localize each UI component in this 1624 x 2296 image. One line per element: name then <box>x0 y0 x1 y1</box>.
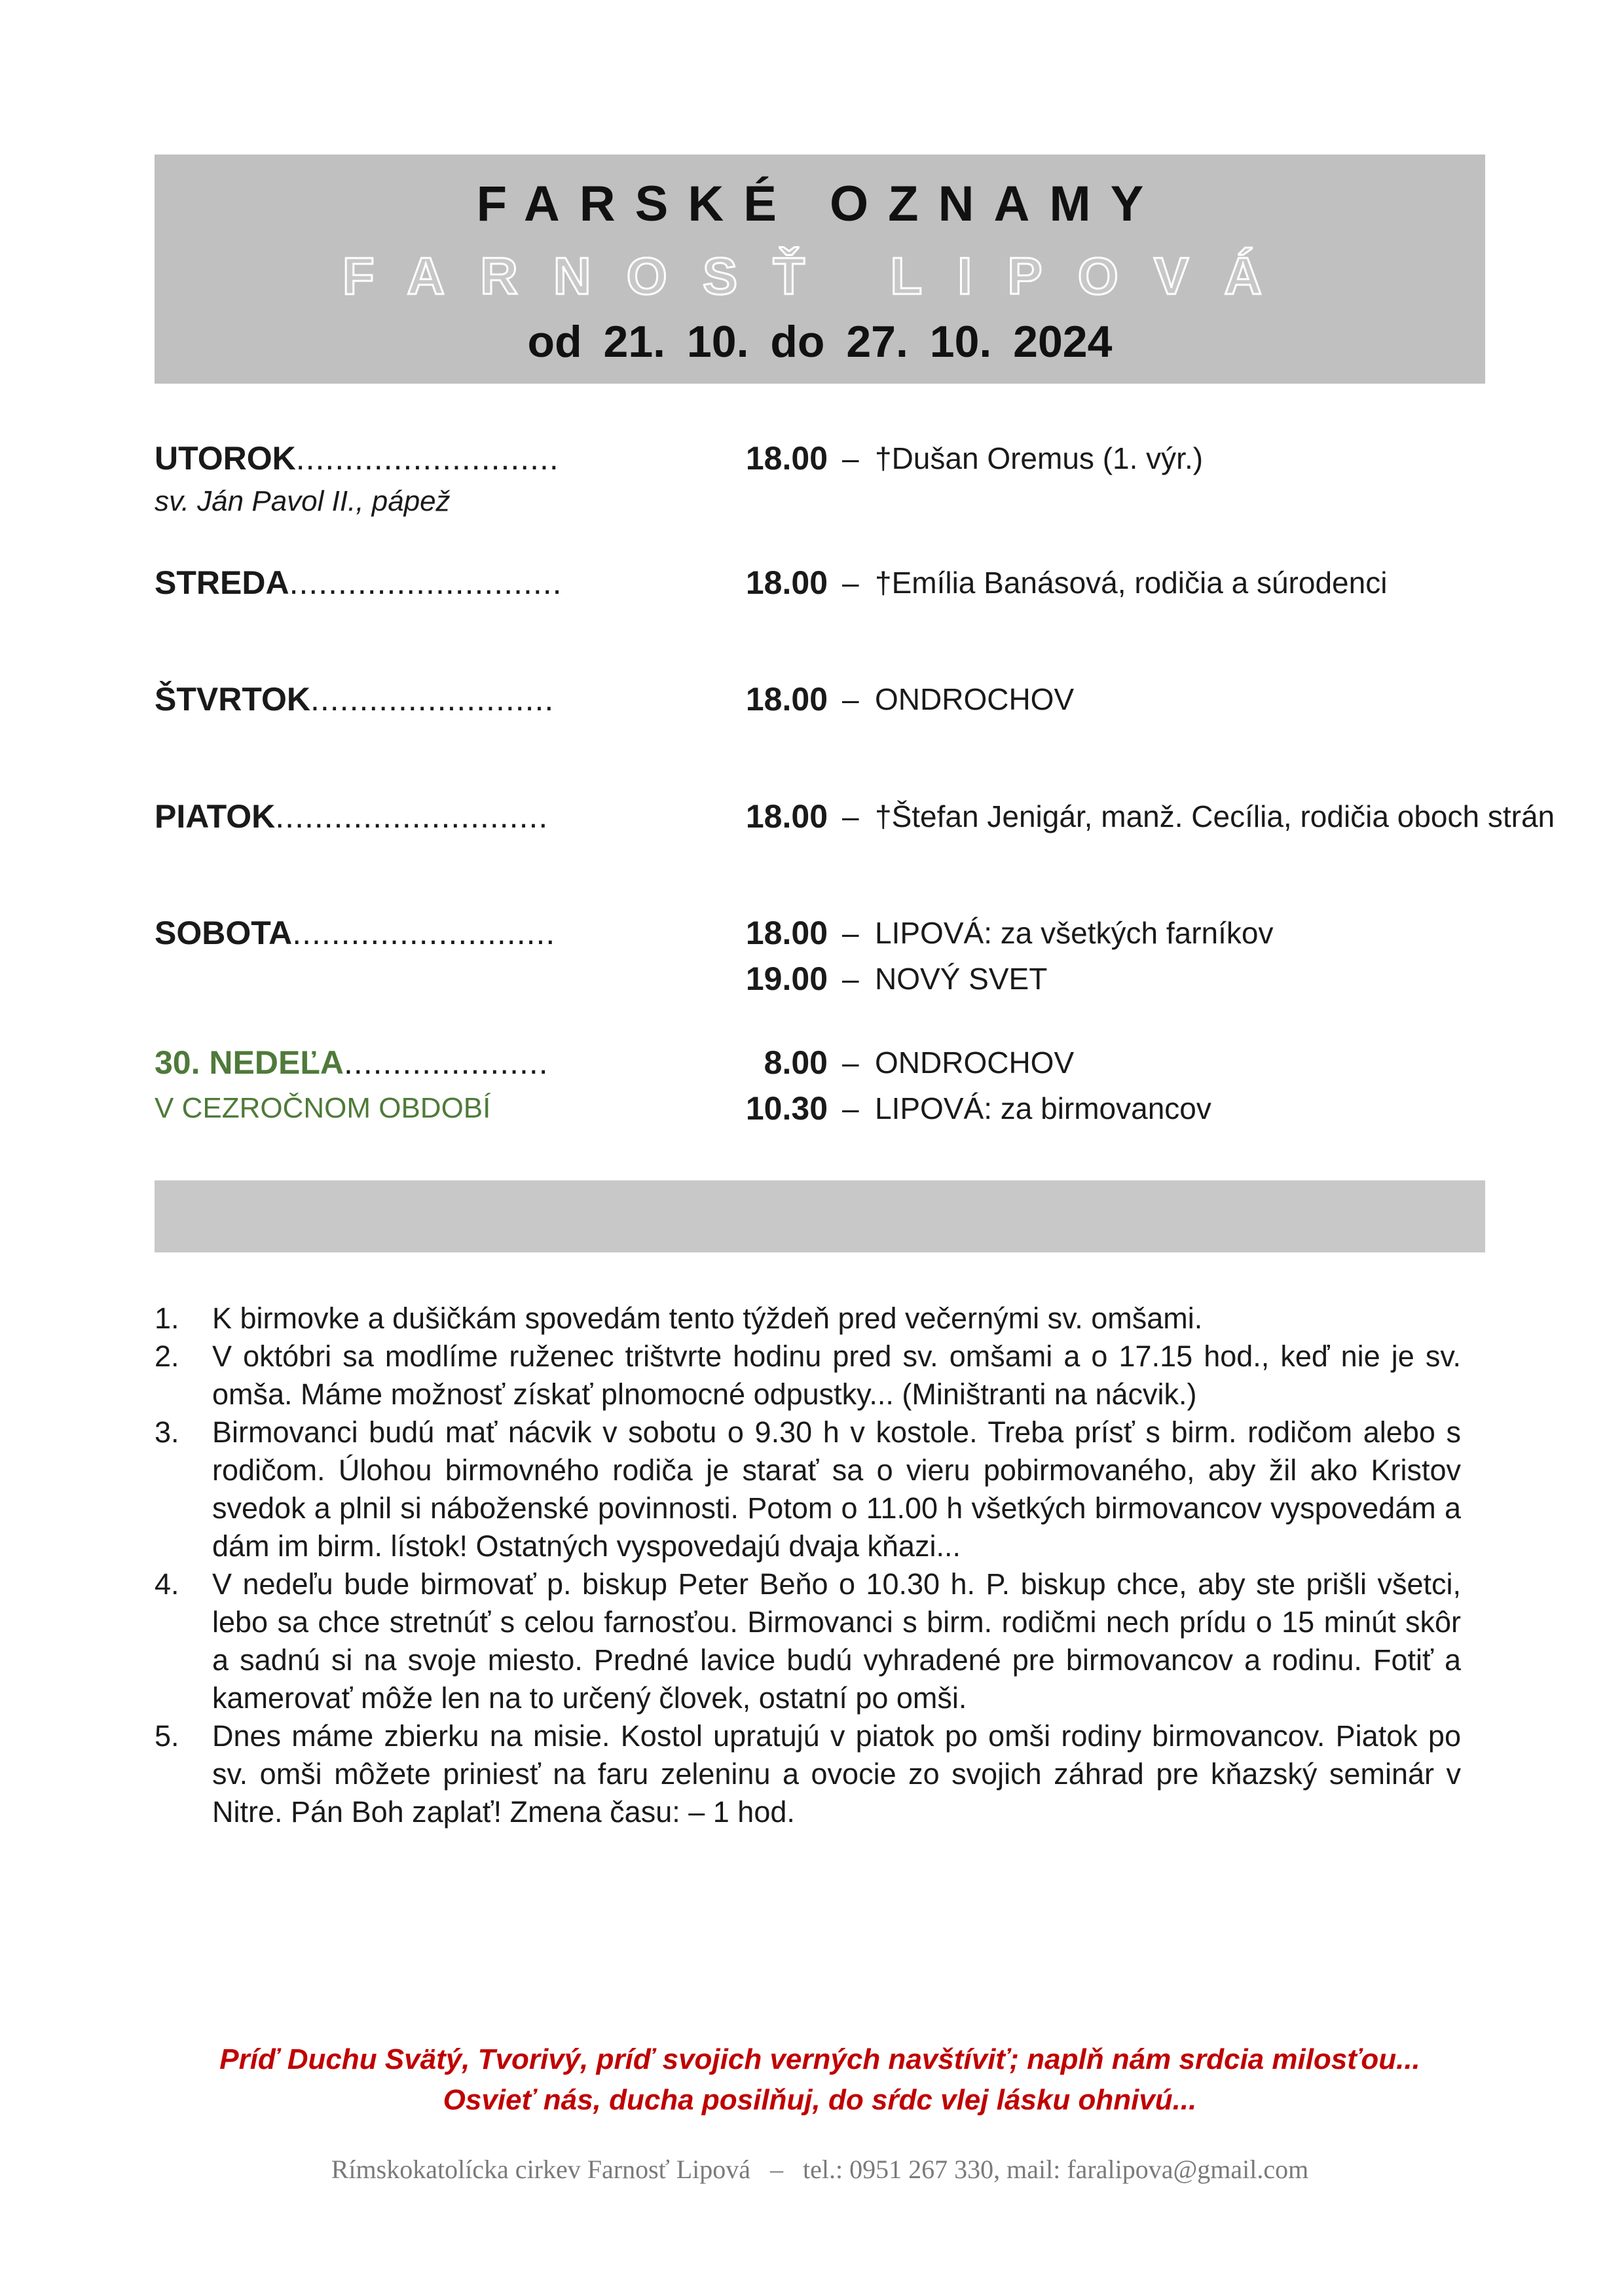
list-item <box>155 1565 1461 1717</box>
list-item <box>155 1413 1461 1565</box>
item-number: 4. <box>155 1567 179 1601</box>
schedule-row-sunday <box>155 1043 1490 1082</box>
mass-time: 8.00 <box>764 1044 828 1081</box>
item-number: 2. <box>155 1339 179 1373</box>
schedule-row-sunday-second <box>155 1089 1490 1128</box>
item-text: V októbri sa modlíme ruženec trištvrte hodinu pred sv. omšami a o 17.15 hod., keď nie je sv. omša. Máme možnosť získať plnomocné odpustky... (Miništranti na nácvik.) <box>212 1339 1461 1411</box>
dash: – <box>842 916 859 950</box>
dash: – <box>842 1091 859 1125</box>
item-text: V nedeľu bude birmovať p. biskup Peter Beňo o 10.30 h. P. biskup chce, aby ste prišli všetci, lebo sa chce stretnúť s celou farnosťou. Birmovanci s birm. rodičmi nech prídu o 15 minút skôr a sadnú si na svoje miesto. Predné lavice budú vyhradené pre birmovancov a rodinu. Fotiť a kamerovať môže len na to určený človek, ostatní po omši. <box>212 1567 1461 1715</box>
dash: – <box>842 1046 859 1080</box>
mass-intention: †Dušan Oremus (1. výr.) <box>875 441 1204 475</box>
mass-time: 18.00 <box>745 440 828 477</box>
item-text: K birmovke a dušičkám spovedám tento týždeň pred večernými sv. omšami. <box>212 1302 1203 1335</box>
prayer-line-1: Príď Duchu Svätý, Tvorivý, príď svojich verných navštíviť; naplň nám srdcia milosťou... <box>219 2043 1420 2075</box>
schedule-row-wednesday <box>155 563 1490 602</box>
schedule-row-thursday <box>155 680 1490 719</box>
mass-time: 18.00 <box>745 915 828 951</box>
dash: – <box>842 799 859 833</box>
item-number: 1. <box>155 1302 179 1335</box>
day-name: SOBOTA........................... <box>155 915 556 951</box>
item-text: Dnes máme zbierku na misie. Kostol upratujú v piatok po omši rodiny birmovancov. Piatok po sv. omši môžete priniesť na faru zeleninu a ovocie zo svojich záhrad pre kňazský seminár v Nitre. Pán Boh zaplať! Zmena času: – 1 hod. <box>212 1719 1461 1829</box>
list-item <box>155 1338 1461 1413</box>
dash: – <box>842 566 859 600</box>
item-number: 3. <box>155 1415 179 1449</box>
mass-time: 18.00 <box>745 681 828 718</box>
list-item <box>155 1300 1461 1338</box>
footer-contact: Rímskokatolícka cirkev Farnosť Lipová – tel.: 0951 267 330, mail: faralipova@gmail.com <box>331 2155 1309 2184</box>
day-name: UTOROK........................... <box>155 440 559 477</box>
mass-intention: NOVÝ SVET <box>875 962 1048 996</box>
feast-subtitle: sv. Ján Pavol II., pápež <box>155 485 451 517</box>
section-divider-bar <box>155 1180 1485 1252</box>
mass-intention: ONDROCHOV <box>875 682 1075 716</box>
day-name: ŠTVRTOK......................... <box>155 681 555 718</box>
prayer-line-2: Osvieť nás, ducha posilňuj, do sŕdc vlej lásku ohnivú... <box>443 2084 1197 2116</box>
dash: – <box>842 962 859 996</box>
mass-time: 18.00 <box>745 798 828 835</box>
item-number: 5. <box>155 1719 179 1753</box>
parish-name: FARNOSŤ LIPOVÁ <box>342 247 1298 305</box>
schedule-row-saturday-second <box>155 959 1490 998</box>
mass-time: 18.00 <box>745 564 828 601</box>
mass-intention: LIPOVÁ: za všetkých farníkov <box>875 916 1274 950</box>
day-name: STREDA............................ <box>155 564 563 601</box>
mass-intention: LIPOVÁ: za birmovancov <box>875 1091 1211 1125</box>
mass-time: 19.00 <box>745 960 828 997</box>
schedule-row-tuesday <box>155 439 1490 478</box>
document-title: FARSKÉ OZNAMY <box>476 176 1164 232</box>
mass-intention: †Štefan Jenigár, manž. Cecília, rodičia oboch strán <box>875 799 1555 833</box>
date-range: od 21. 10. do 27. 10. 2024 <box>527 317 1113 367</box>
item-text: Birmovanci budú mať nácvik v sobotu o 9.30 h v kostole. Treba prísť s birm. rodičom alebo s rodičom. Úlohou birmovného rodiča je starať sa o vieru pobirmovaného, aby žil ako Kristov svedok a plnil si náboženské povinnosti. Potom o 11.00 h všetkých birmovancov vyspovedám a dám im birm. lístok! Ostatných vyspovedajú dvaja kňazi... <box>212 1415 1461 1563</box>
day-name: PIATOK............................ <box>155 798 549 835</box>
header-box <box>155 155 1485 384</box>
mass-intention: ONDROCHOV <box>875 1046 1075 1080</box>
mass-time: 10.30 <box>745 1090 828 1127</box>
day-name: 30. NEDEĽA..................... <box>155 1044 549 1081</box>
list-item <box>155 1717 1461 1831</box>
dash: – <box>842 441 859 475</box>
liturgical-season: V CEZROČNOM OBDOBÍ <box>155 1092 491 1124</box>
announcements-list <box>155 1300 1461 1831</box>
dash: – <box>842 682 859 716</box>
mass-intention: †Emília Banásová, rodičia a súrodenci <box>875 566 1388 600</box>
schedule-row-saturday <box>155 913 1490 953</box>
schedule-row-friday <box>155 797 1555 836</box>
